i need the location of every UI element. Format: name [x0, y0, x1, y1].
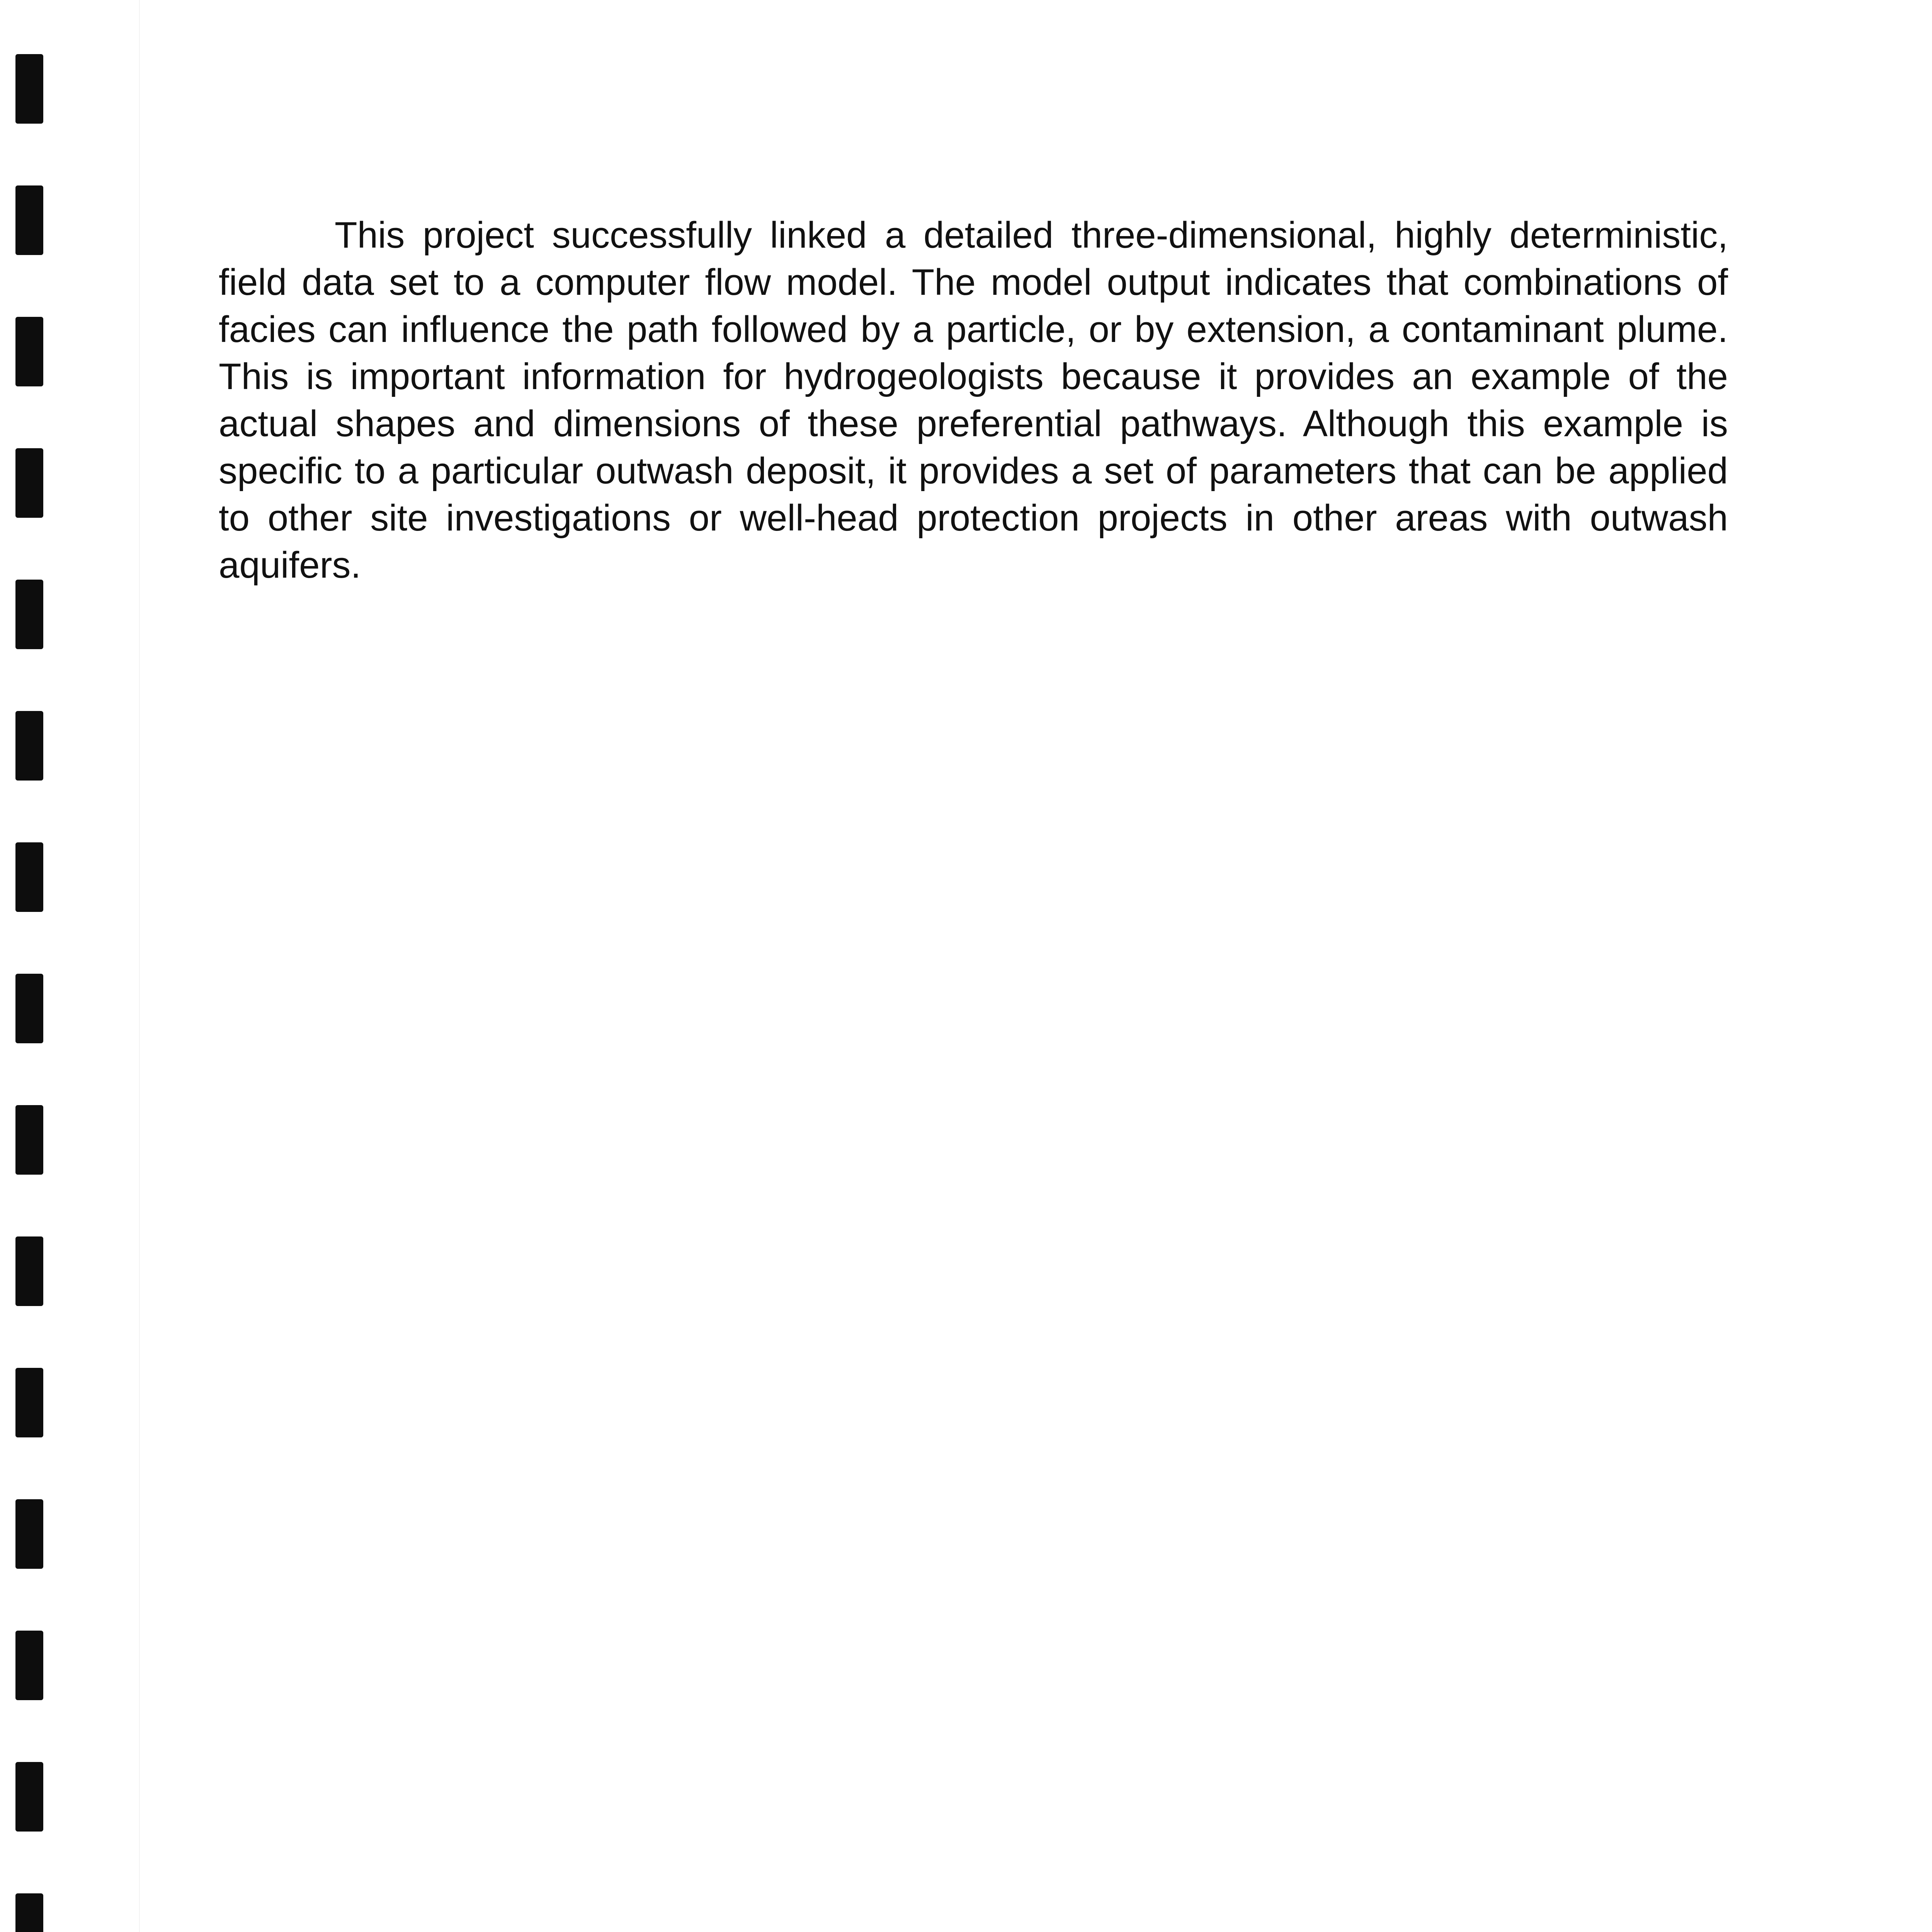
binding-hole — [15, 842, 43, 912]
binding-hole — [15, 448, 43, 518]
binding-hole — [15, 974, 43, 1043]
binding-hole — [15, 317, 43, 386]
binding-holes — [0, 0, 77, 1932]
body-paragraph: This project successfully linked a detailed three-dimensional, highly deterministic, field data set to a computer flow model. The model output indicates that combinations of facies can influence the path followed by a particle, or by extension, a contaminant plume. This is important information for hydrogeologists because it provides an example of the actual shapes and dimensions of these preferential pathways. Although this example is specific to a particular outwash deposit, it provides a set of parameters that can be applied to other site investigations or well-head protection projects in other areas with outwash aquifers. — [219, 214, 1728, 586]
binding-hole — [15, 1893, 43, 1932]
binding-hole — [15, 1631, 43, 1700]
binding-hole — [15, 1105, 43, 1175]
binding-hole — [15, 1236, 43, 1306]
binding-hole — [15, 54, 43, 124]
binding-hole — [15, 1499, 43, 1569]
binding-hole — [15, 1762, 43, 1832]
binding-hole — [15, 185, 43, 255]
binding-hole — [15, 711, 43, 781]
page-edge — [139, 0, 140, 1932]
binding-hole — [15, 580, 43, 649]
binding-hole — [15, 1368, 43, 1437]
